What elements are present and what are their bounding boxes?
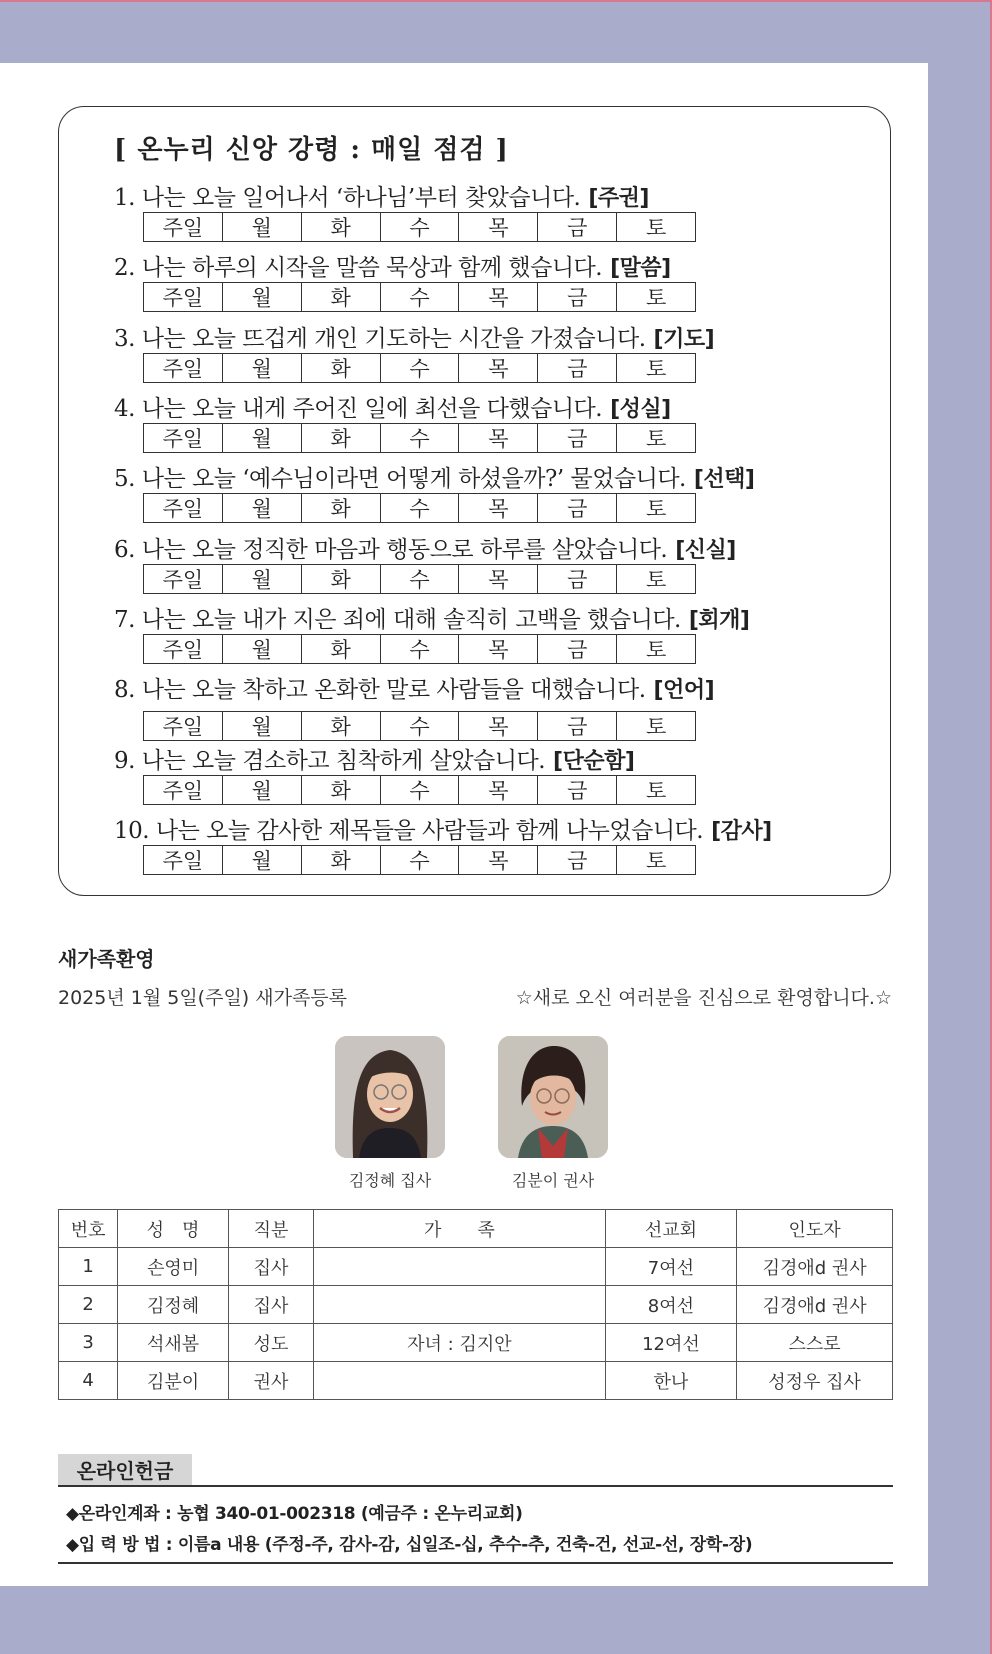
weekday-check-cell[interactable]: 수	[381, 846, 460, 874]
table-cell	[314, 1286, 605, 1324]
weekday-check-cell[interactable]: 목	[459, 283, 538, 311]
weekday-check-cell[interactable]: 목	[459, 494, 538, 522]
weekday-check-cell[interactable]: 수	[381, 776, 460, 804]
offering-account: ◆온라인계좌 : 농협 340-01-002318 (예금주 : 온누리교회)	[66, 1504, 523, 1524]
portrait-woman-2-image	[498, 1036, 608, 1158]
weekday-check-cell[interactable]: 월	[223, 712, 302, 740]
statement-text: 2. 나는 하루의 시작을 말씀 묵상과 함께 했습니다.	[114, 255, 603, 281]
weekday-check-cell[interactable]: 목	[459, 213, 538, 241]
weekday-check-cell[interactable]: 수	[381, 354, 460, 382]
weekday-check-cell[interactable]: 주일	[144, 776, 223, 804]
weekday-check-cell[interactable]: 주일	[144, 846, 223, 874]
top-edge-line	[0, 0, 992, 2]
table-cell: 김경애d 권사	[737, 1286, 893, 1324]
weekday-check-cell[interactable]: 월	[223, 283, 302, 311]
weekday-check-cell[interactable]: 토	[645, 427, 667, 451]
photo-caption: 김정혜 집사	[348, 1171, 432, 1190]
weekday-check-cell[interactable]: 목	[459, 846, 538, 874]
weekday-check-cell[interactable]: 목	[459, 354, 538, 382]
weekday-check-cell[interactable]: 화	[302, 565, 381, 593]
table-cell: 권사	[228, 1362, 313, 1400]
checklist-statement	[114, 390, 671, 423]
weekday-check-cell[interactable]: 화	[302, 354, 381, 382]
weekday-check-cell[interactable]: 화	[302, 283, 381, 311]
table-cell: 자녀 : 김지안	[314, 1324, 605, 1362]
weekday-check-cell[interactable]: 금	[538, 712, 617, 740]
weekday-check-cell[interactable]: 주일	[144, 635, 223, 663]
statement-text: 5. 나는 오늘 ‘예수님이라면 어떻게 하셨을까?’ 물었습니다.	[114, 466, 686, 492]
table-row	[59, 1362, 893, 1400]
weekday-checkboxes	[143, 212, 696, 242]
weekday-check-cell[interactable]: 화	[302, 846, 381, 874]
statement-text: 1. 나는 오늘 일어나서 ‘하나님’부터 찾았습니다.	[114, 185, 581, 211]
weekday-check-cell[interactable]: 금	[538, 494, 617, 522]
weekday-check-cell[interactable]: 목	[459, 565, 538, 593]
new-family-title: 새가족환영	[58, 947, 155, 971]
weekday-check-cell[interactable]: 토	[645, 357, 667, 381]
table-cell: 김경애d 권사	[737, 1248, 893, 1286]
table-cell: 집사	[228, 1286, 313, 1324]
weekday-check-cell[interactable]: 금	[538, 424, 617, 452]
table-cell: 성도	[228, 1324, 313, 1362]
weekday-check-cell[interactable]: 금	[538, 635, 617, 663]
weekday-checkboxes	[143, 353, 696, 383]
statement-text: 3. 나는 오늘 뜨겁게 개인 기도하는 시간을 가졌습니다.	[114, 326, 646, 352]
weekday-check-cell[interactable]: 화	[302, 494, 381, 522]
weekday-checkboxes	[143, 711, 696, 741]
daily-check-box	[58, 106, 891, 896]
weekday-check-cell[interactable]: 금	[538, 776, 617, 804]
weekday-check-cell[interactable]: 토	[645, 849, 667, 873]
weekday-check-cell[interactable]: 목	[459, 424, 538, 452]
weekday-check-cell[interactable]: 목	[459, 776, 538, 804]
registration-date: 2025년 1월 5일(주일) 새가족등록	[58, 987, 348, 1009]
table-cell: 1	[59, 1248, 118, 1286]
statement-tag: [기도]	[653, 327, 715, 352]
new-family-table	[58, 1209, 893, 1400]
statement-tag: [감사]	[711, 819, 772, 844]
checklist-statement	[114, 460, 755, 493]
table-row	[59, 1286, 893, 1324]
weekday-check-cell[interactable]: 수	[381, 635, 460, 663]
weekday-check-cell[interactable]: 금	[538, 565, 617, 593]
checklist-statement	[114, 320, 714, 353]
divider	[58, 1485, 893, 1487]
weekday-check-cell[interactable]: 금	[538, 213, 617, 241]
table-cell: 집사	[228, 1248, 313, 1286]
weekday-check-cell[interactable]: 토	[645, 715, 667, 739]
weekday-check-cell[interactable]: 주일	[144, 712, 223, 740]
checklist-statement	[114, 812, 772, 845]
bulletin-page	[0, 63, 928, 1586]
statement-tag: [단순함]	[553, 749, 635, 774]
portrait-woman-1-image	[335, 1036, 445, 1158]
header-cell: 선교회	[605, 1210, 737, 1248]
table-cell: 스스로	[737, 1324, 893, 1362]
table-row	[59, 1248, 893, 1286]
weekday-check-cell[interactable]: 주일	[144, 283, 223, 311]
weekday-check-cell[interactable]: 토	[645, 638, 667, 662]
weekday-check-cell[interactable]: 금	[538, 283, 617, 311]
online-offering-title: 온라인헌금	[58, 1454, 192, 1485]
weekday-check-cell[interactable]: 토	[645, 286, 667, 310]
weekday-check-cell[interactable]: 화	[302, 712, 381, 740]
table-cell: 석새봄	[118, 1324, 229, 1362]
checklist-statement	[114, 531, 736, 564]
table-row	[59, 1324, 893, 1362]
header-cell: 직분	[228, 1210, 313, 1248]
checklist-statement	[114, 671, 714, 704]
statement-tag: [선택]	[693, 467, 755, 492]
header-cell: 성 명	[118, 1210, 229, 1248]
weekday-check-cell[interactable]: 화	[302, 635, 381, 663]
table-cell: 4	[59, 1362, 118, 1400]
table-cell	[314, 1248, 605, 1286]
statement-tag: [회개]	[688, 608, 750, 633]
header-cell: 인도자	[737, 1210, 893, 1248]
weekday-checkboxes	[143, 423, 696, 453]
weekday-check-cell[interactable]: 수	[381, 213, 460, 241]
weekday-check-cell[interactable]: 월	[223, 213, 302, 241]
checklist-statement	[114, 179, 649, 212]
weekday-check-cell[interactable]: 수	[381, 565, 460, 593]
weekday-check-cell[interactable]: 주일	[144, 494, 223, 522]
weekday-check-cell[interactable]: 금	[538, 354, 617, 382]
weekday-check-cell[interactable]: 월	[223, 494, 302, 522]
statement-tag: [말씀]	[610, 256, 671, 281]
weekday-checkboxes	[143, 564, 696, 594]
checklist-statement	[114, 249, 671, 282]
statement-tag: [언어]	[653, 678, 715, 703]
weekday-check-cell[interactable]: 월	[223, 635, 302, 663]
statement-tag: [신실]	[675, 538, 736, 563]
member-photo	[335, 1036, 445, 1158]
weekday-check-cell[interactable]: 화	[302, 213, 381, 241]
weekday-check-cell[interactable]: 목	[459, 712, 538, 740]
weekday-check-cell[interactable]: 화	[302, 424, 381, 452]
statement-text: 6. 나는 오늘 정직한 마음과 행동으로 하루를 살았습니다.	[114, 537, 668, 563]
statement-text: 4. 나는 오늘 내게 주어진 일에 최선을 다했습니다.	[114, 396, 603, 422]
weekday-check-cell[interactable]: 토	[645, 497, 667, 521]
checklist-statement	[114, 601, 749, 634]
weekday-checkboxes	[143, 845, 696, 875]
weekday-check-cell[interactable]: 월	[223, 776, 302, 804]
table-cell: 8여선	[605, 1286, 737, 1324]
table-cell: 김분이	[118, 1362, 229, 1400]
weekday-check-cell[interactable]: 수	[381, 712, 460, 740]
checklist-statement	[114, 742, 634, 775]
table-cell: 2	[59, 1286, 118, 1324]
statement-tag: [주권]	[588, 186, 649, 211]
weekday-check-cell[interactable]: 목	[459, 635, 538, 663]
weekday-check-cell[interactable]: 월	[223, 354, 302, 382]
checklist-title: [ 온누리 신앙 강령 : 매일 점검 ]	[114, 135, 509, 165]
weekday-check-cell[interactable]: 금	[538, 846, 617, 874]
table-cell: 한나	[605, 1362, 737, 1400]
statement-text: 9. 나는 오늘 겸소하고 침착하게 살았습니다.	[114, 748, 546, 774]
weekday-check-cell[interactable]: 주일	[144, 565, 223, 593]
table-cell	[314, 1362, 605, 1400]
table-cell: 성정우 집사	[737, 1362, 893, 1400]
photo-caption: 김분이 권사	[511, 1171, 595, 1190]
weekday-check-cell[interactable]: 월	[223, 565, 302, 593]
weekday-check-cell[interactable]: 월	[223, 846, 302, 874]
weekday-check-cell[interactable]: 수	[381, 494, 460, 522]
weekday-check-cell[interactable]: 주일	[144, 354, 223, 382]
weekday-check-cell[interactable]: 수	[381, 424, 460, 452]
divider	[58, 1562, 893, 1564]
table-cell: 12여선	[605, 1324, 737, 1362]
weekday-checkboxes	[143, 282, 696, 312]
offering-input-method: ◆입 력 방 법 : 이름a 내용 (주정-주, 감사-감, 십일조-십, 추수-추, 건축-건, 선교-선, 장학-장)	[66, 1535, 753, 1555]
statement-text: 7. 나는 오늘 내가 지은 죄에 대해 솔직히 고백을 했습니다.	[114, 607, 681, 633]
weekday-check-cell[interactable]: 월	[223, 424, 302, 452]
table-cell: 손영미	[118, 1248, 229, 1286]
statement-text: 8. 나는 오늘 착하고 온화한 말로 사람들을 대했습니다.	[114, 677, 646, 703]
weekday-check-cell[interactable]: 화	[302, 776, 381, 804]
member-photo	[498, 1036, 608, 1158]
table-cell: 김정혜	[118, 1286, 229, 1324]
weekday-check-cell[interactable]: 토	[645, 216, 667, 240]
weekday-check-cell[interactable]: 수	[381, 283, 460, 311]
weekday-checkboxes	[143, 775, 696, 805]
table-cell: 3	[59, 1324, 118, 1362]
table-cell: 7여선	[605, 1248, 737, 1286]
weekday-checkboxes	[143, 634, 696, 664]
statement-tag: [성실]	[610, 397, 671, 422]
weekday-check-cell[interactable]: 주일	[144, 424, 223, 452]
header-cell: 가 족	[314, 1210, 605, 1248]
weekday-checkboxes	[143, 493, 696, 523]
header-cell: 번호	[59, 1210, 118, 1248]
table-header-row	[59, 1210, 893, 1248]
weekday-check-cell[interactable]: 토	[645, 779, 667, 803]
welcome-message: ☆새로 오신 여러분을 진심으로 환영합니다.☆	[515, 987, 892, 1009]
statement-text: 10. 나는 오늘 감사한 제목들을 사람들과 함께 나누었습니다.	[114, 818, 704, 844]
weekday-check-cell[interactable]: 주일	[144, 213, 223, 241]
weekday-check-cell[interactable]: 토	[645, 568, 667, 592]
